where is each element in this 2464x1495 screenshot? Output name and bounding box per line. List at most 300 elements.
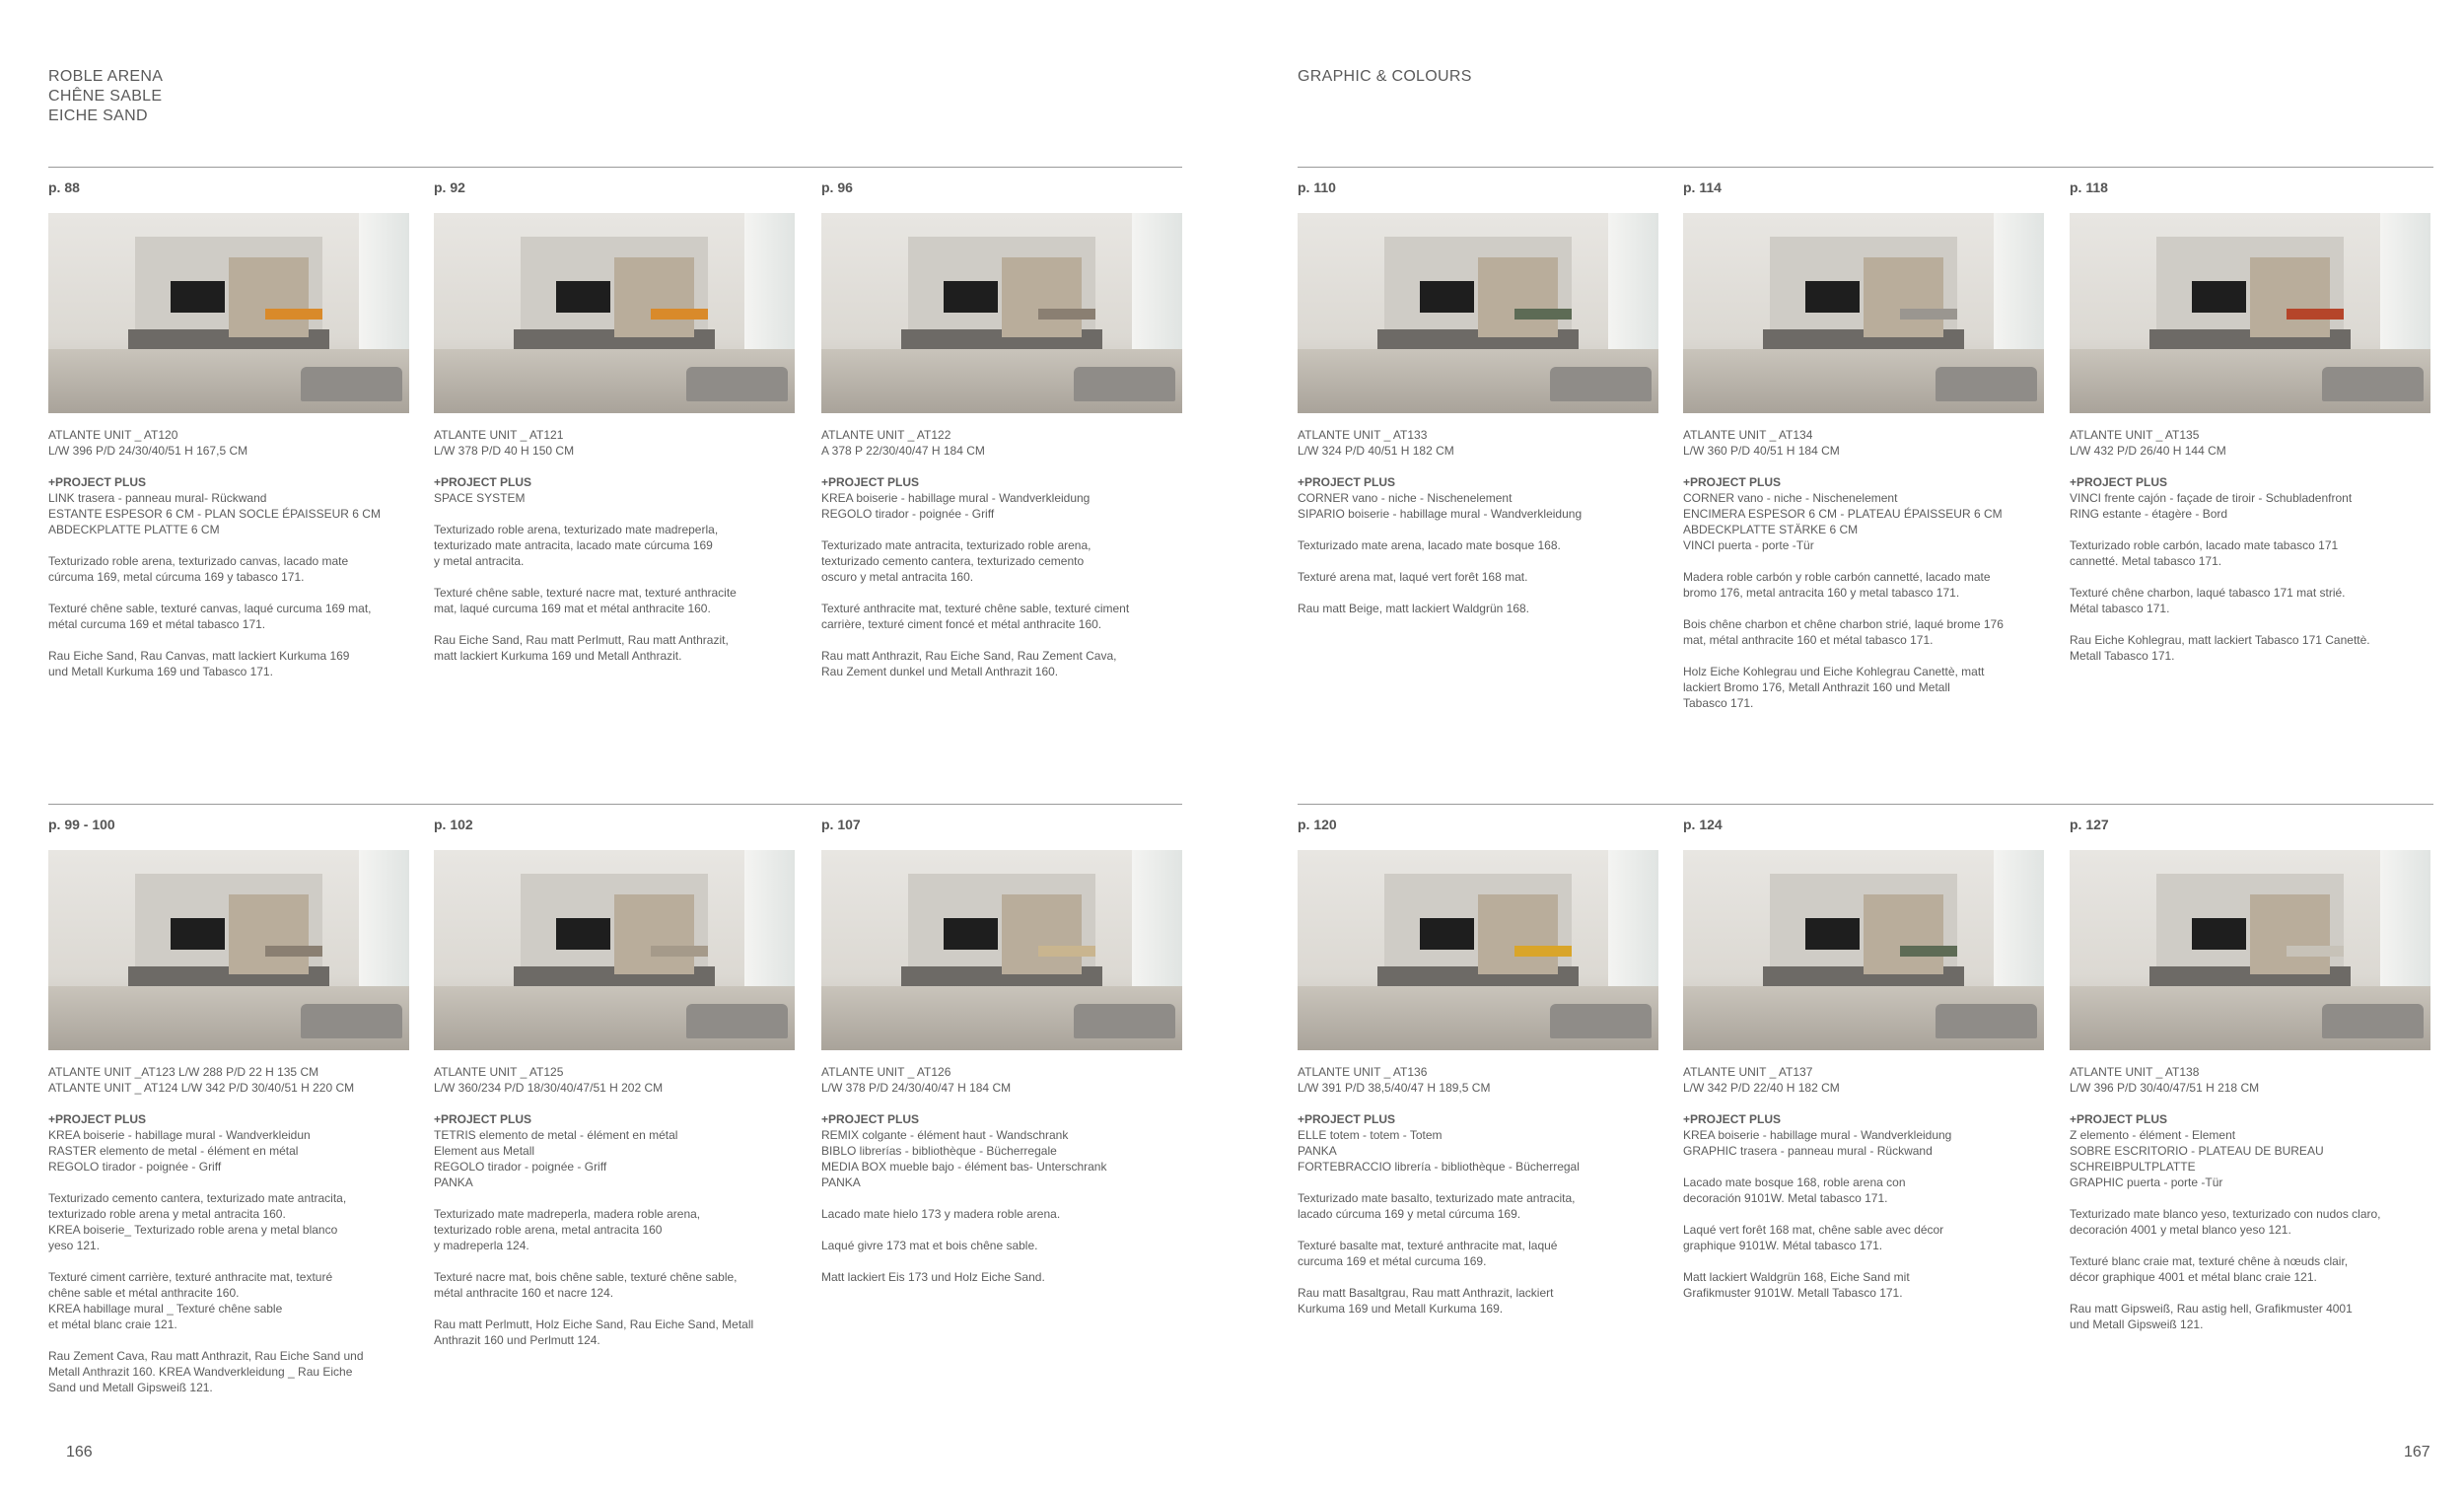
product-photo xyxy=(1298,850,1658,1050)
paragraph-gap xyxy=(434,1301,799,1317)
description-line: Rau Eiche Kohlegrau, matt lackiert Tabasco 171 Canettè. xyxy=(2070,633,2370,647)
product-card xyxy=(48,178,413,679)
photo-accent xyxy=(265,946,323,956)
description-line: ATLANTE UNIT _ AT121 xyxy=(434,428,564,442)
paragraph-gap xyxy=(1298,1175,1662,1190)
photo-unit-b xyxy=(1478,257,1558,337)
photo-tv xyxy=(171,281,225,313)
description-line: Matt lackiert Eis 173 und Holz Eiche Sand. xyxy=(821,1270,1045,1284)
description-line: ABDECKPLATTE PLATTE 6 CM xyxy=(48,523,220,536)
description-line: lacado cúrcuma 169 y metal cúrcuma 169. xyxy=(1298,1207,1521,1221)
photo-tv xyxy=(1805,918,1860,950)
project-plus-heading: +PROJECT PLUS xyxy=(1683,1112,1782,1126)
description-line: Bois chêne charbon et chêne charbon strié, laqué brome 176 xyxy=(1683,617,2004,631)
product-card xyxy=(1298,178,1662,616)
product-photo xyxy=(48,850,409,1050)
product-description xyxy=(1298,1064,1662,1317)
paragraph-gap xyxy=(48,1332,413,1348)
description-line: Texturé nacre mat, bois chêne sable, texturé chêne sable, xyxy=(434,1270,738,1284)
paragraph-gap xyxy=(821,459,1186,474)
page-reference: p. 92 xyxy=(434,179,465,195)
description-line: KREA boiserie - habillage mural - Wandverkleidung xyxy=(821,491,1091,505)
description-line: Texturé arena mat, laqué vert forêt 168 mat. xyxy=(1298,570,1528,584)
paragraph-gap xyxy=(48,1096,413,1111)
description-line: curcuma 169 et métal curcuma 169. xyxy=(1298,1254,1487,1268)
description-line: CORNER vano - niche - Nischenelement xyxy=(1683,491,1898,505)
photo-unit-b xyxy=(229,257,309,337)
photo-window xyxy=(2380,213,2430,353)
photo-accent xyxy=(1514,309,1573,319)
photo-sofa xyxy=(1936,367,2036,401)
description-line: Texturizado mate blanco yeso, texturizado con nudos claro, xyxy=(2070,1207,2381,1221)
description-line: ATLANTE UNIT _ AT136 xyxy=(1298,1065,1428,1079)
photo-unit-b xyxy=(614,257,694,337)
description-line: decoración 9101W. Metal tabasco 171. xyxy=(1683,1191,1888,1205)
description-line: MEDIA BOX mueble bajo - élément bas- Unterschrank xyxy=(821,1160,1107,1174)
photo-sofa xyxy=(301,1004,401,1038)
project-plus-heading: +PROJECT PLUS xyxy=(48,1112,147,1126)
description-line: ATLANTE UNIT _ AT133 xyxy=(1298,428,1428,442)
description-line: ATLANTE UNIT _AT123 L/W 288 P/D 22 H 135 CM xyxy=(48,1065,319,1079)
description-line: KREA boiserie_ Texturizado roble arena y metal blanco xyxy=(48,1223,338,1237)
description-line: Madera roble carbón y roble carbón cannetté, lacado mate xyxy=(1683,570,1991,584)
paragraph-gap xyxy=(48,585,413,601)
page-number-right: 167 xyxy=(2404,1444,2430,1460)
description-line: PANKA xyxy=(821,1175,861,1189)
paragraph-gap xyxy=(1683,459,2048,474)
product-description xyxy=(821,1064,1186,1285)
paragraph-gap xyxy=(1298,522,1662,537)
description-line: ATLANTE UNIT _ AT135 xyxy=(2070,428,2200,442)
description-line: RING estante - étagère - Bord xyxy=(2070,507,2228,521)
photo-window xyxy=(1994,213,2044,353)
description-line: décor graphique 4001 et métal blanc craie 121. xyxy=(2070,1270,2317,1284)
description-line: y metal antracita. xyxy=(434,554,525,568)
paragraph-gap xyxy=(821,585,1186,601)
description-line: carrière, texturé ciment foncé et métal anthracite 160. xyxy=(821,617,1102,631)
project-plus-heading: +PROJECT PLUS xyxy=(1298,475,1396,489)
photo-sofa xyxy=(1074,1004,1174,1038)
product-description xyxy=(434,1064,799,1348)
description-line: L/W 432 P/D 26/40 H 144 CM xyxy=(2070,444,2226,458)
description-line: texturizado cemento cantera, texturizado cemento xyxy=(821,554,1085,568)
paragraph-gap xyxy=(1683,1253,2048,1269)
product-photo xyxy=(1298,213,1658,413)
photo-tv xyxy=(556,918,610,950)
description-line: L/W 396 P/D 30/40/47/51 H 218 CM xyxy=(2070,1081,2260,1095)
product-photo xyxy=(1683,213,2044,413)
product-description xyxy=(821,427,1186,679)
product-photo xyxy=(434,850,795,1050)
page-reference: p. 107 xyxy=(821,817,861,832)
description-line: métal anthracite 160 et nacre 124. xyxy=(434,1286,614,1300)
paragraph-gap xyxy=(2070,1190,2434,1206)
paragraph-gap xyxy=(2070,1096,2434,1111)
paragraph-gap xyxy=(1298,1269,1662,1285)
photo-window xyxy=(359,213,409,353)
product-description xyxy=(2070,427,2434,664)
description-line: REGOLO tirador - poignée - Griff xyxy=(434,1160,607,1174)
description-line: ATLANTE UNIT _ AT122 xyxy=(821,428,951,442)
description-line: L/W 396 P/D 24/30/40/51 H 167,5 CM xyxy=(48,444,248,458)
paragraph-gap xyxy=(2070,1238,2434,1253)
product-description xyxy=(1683,427,2048,711)
description-line: Texturizado cemento cantera, texturizado mate antracita, xyxy=(48,1191,347,1205)
description-line: GRAPHIC trasera - panneau mural - Rückwand xyxy=(1683,1144,1933,1158)
description-line: ABDECKPLATTE STÄRKE 6 CM xyxy=(1683,523,1859,536)
paragraph-gap xyxy=(821,1253,1186,1269)
description-line: Texturizado mate antracita, texturizado roble arena, xyxy=(821,538,1091,552)
description-line: Texturé basalte mat, texturé anthracite mat, laqué xyxy=(1298,1239,1558,1252)
description-line: Lacado mate bosque 168, roble arena con xyxy=(1683,1175,1906,1189)
description-line: Texturé chêne sable, texturé canvas, laqué curcuma 169 mat, xyxy=(48,602,372,615)
description-line: L/W 378 P/D 24/30/40/47 H 184 CM xyxy=(821,1081,1012,1095)
paragraph-gap xyxy=(2070,1285,2434,1301)
description-line: decoración 4001 y metal blanco yeso 121. xyxy=(2070,1223,2291,1237)
description-line: ATLANTE UNIT _ AT125 xyxy=(434,1065,564,1079)
description-line: ATLANTE UNIT _ AT137 xyxy=(1683,1065,1813,1079)
project-plus-heading: +PROJECT PLUS xyxy=(821,475,920,489)
description-line: ATLANTE UNIT _ AT126 xyxy=(821,1065,951,1079)
description-line: Rau Eiche Sand, Rau Canvas, matt lackiert Kurkuma 169 xyxy=(48,649,350,663)
description-line: und Metall Kurkuma 169 und Tabasco 171. xyxy=(48,665,273,678)
paragraph-gap xyxy=(1683,1159,2048,1175)
paragraph-gap xyxy=(434,616,799,632)
paragraph-gap xyxy=(1683,553,2048,569)
product-photo xyxy=(2070,213,2430,413)
description-line: Rau matt Basaltgrau, Rau matt Anthrazit, lackiert xyxy=(1298,1286,1554,1300)
product-card xyxy=(48,815,413,1395)
photo-accent xyxy=(1038,946,1096,956)
photo-unit-b xyxy=(614,894,694,974)
description-line: ELLE totem - totem - Totem xyxy=(1298,1128,1443,1142)
section-divider xyxy=(1298,167,2433,168)
paragraph-gap xyxy=(2070,569,2434,585)
photo-tv xyxy=(1805,281,1860,313)
description-line: Kurkuma 169 und Metall Kurkuma 169. xyxy=(1298,1302,1504,1316)
description-line: bromo 176, metal antracita 160 y metal tabasco 171. xyxy=(1683,586,1960,600)
paragraph-gap xyxy=(48,1175,413,1190)
photo-unit-b xyxy=(1864,257,1943,337)
description-line: Holz Eiche Kohlegrau und Eiche Kohlegrau Canettè, matt xyxy=(1683,665,1985,678)
description-line: FORTEBRACCIO librería - bibliothèque - Bücherregal xyxy=(1298,1160,1580,1174)
description-line: Texturé anthracite mat, texturé chêne sable, texturé ciment xyxy=(821,602,1130,615)
project-plus-heading: +PROJECT PLUS xyxy=(434,475,532,489)
paragraph-gap xyxy=(821,632,1186,648)
photo-tv xyxy=(556,281,610,313)
description-line: SCHREIBPULTPLATTE xyxy=(2070,1160,2196,1174)
photo-sofa xyxy=(301,367,401,401)
photo-sofa xyxy=(2322,367,2423,401)
description-line: Texturizado roble arena, texturizado canvas, lacado mate xyxy=(48,554,349,568)
description-line: CORNER vano - niche - Nischenelement xyxy=(1298,491,1513,505)
description-line: REMIX colgante - élément haut - Wandschrank xyxy=(821,1128,1069,1142)
section-divider xyxy=(48,804,1182,805)
description-line: SPACE SYSTEM xyxy=(434,491,526,505)
product-description xyxy=(48,1064,413,1395)
photo-tv xyxy=(1420,281,1474,313)
photo-sofa xyxy=(1074,367,1174,401)
description-line: chêne sable et métal anthracite 160. xyxy=(48,1286,240,1300)
product-photo xyxy=(821,850,1182,1050)
description-line: Metall Anthrazit 160. KREA Wandverkleidung _ Rau Eiche xyxy=(48,1365,353,1379)
photo-sofa xyxy=(686,367,787,401)
photo-window xyxy=(1132,213,1182,353)
photo-accent xyxy=(651,309,709,319)
page-reference: p. 114 xyxy=(1683,179,1722,195)
paragraph-gap xyxy=(1683,1096,2048,1111)
page-reference: p. 110 xyxy=(1298,179,1336,195)
paragraph-gap xyxy=(434,1190,799,1206)
paragraph-gap xyxy=(434,1253,799,1269)
description-line: L/W 360 P/D 40/51 H 184 CM xyxy=(1683,444,1840,458)
description-line: oscuro y metal antracita 160. xyxy=(821,570,974,584)
description-line: ESTANTE ESPESOR 6 CM - PLAN SOCLE ÉPAISSEUR 6 CM xyxy=(48,507,381,521)
description-line: KREA habillage mural _ Texturé chêne sable xyxy=(48,1302,283,1316)
project-plus-heading: +PROJECT PLUS xyxy=(1683,475,1782,489)
description-line: Rau matt Gipsweiß, Rau astig hell, Grafikmuster 4001 xyxy=(2070,1302,2353,1316)
photo-window xyxy=(359,850,409,990)
description-line: Matt lackiert Waldgrün 168, Eiche Sand mit xyxy=(1683,1270,1910,1284)
page-reference: p. 96 xyxy=(821,179,853,195)
paragraph-gap xyxy=(821,1096,1186,1111)
photo-accent xyxy=(1900,946,1958,956)
photo-unit-b xyxy=(1002,257,1082,337)
description-line: ATLANTE UNIT _ AT138 xyxy=(2070,1065,2200,1079)
photo-sofa xyxy=(1550,367,1651,401)
paragraph-gap xyxy=(1298,553,1662,569)
right-page-title xyxy=(1298,67,1472,87)
photo-accent xyxy=(265,309,323,319)
photo-unit-b xyxy=(229,894,309,974)
photo-unit-b xyxy=(2250,894,2330,974)
description-line: texturizado roble arena y metal antracita 160. xyxy=(48,1207,286,1221)
product-card xyxy=(1683,178,2048,711)
photo-tv xyxy=(944,281,998,313)
photo-window xyxy=(744,213,795,353)
paragraph-gap xyxy=(2070,616,2434,632)
description-line: Texturizado roble carbón, lacado mate tabasco 171 xyxy=(2070,538,2339,552)
description-line: L/W 324 P/D 40/51 H 182 CM xyxy=(1298,444,1454,458)
photo-tv xyxy=(2192,281,2246,313)
paragraph-gap xyxy=(1298,1222,1662,1238)
paragraph-gap xyxy=(1683,648,2048,664)
page-reference: p. 127 xyxy=(2070,817,2109,832)
photo-tv xyxy=(171,918,225,950)
description-line: ENCIMERA ESPESOR 6 CM - PLATEAU ÉPAISSEUR 6 CM xyxy=(1683,507,2003,521)
description-line: A 378 P 22/30/40/47 H 184 CM xyxy=(821,444,985,458)
paragraph-gap xyxy=(1683,601,2048,616)
description-line: SIPARIO boiserie - habillage mural - Wandverkleidung xyxy=(1298,507,1583,521)
paragraph-gap xyxy=(2070,459,2434,474)
photo-tv xyxy=(1420,918,1474,950)
description-line: L/W 391 P/D 38,5/40/47 H 189,5 CM xyxy=(1298,1081,1491,1095)
description-line: Rau Zement Cava, Rau matt Anthrazit, Rau Eiche Sand und xyxy=(48,1349,364,1363)
description-line: KREA boiserie - habillage mural - Wandverkleidun xyxy=(48,1128,311,1142)
description-line: ATLANTE UNIT _ AT134 xyxy=(1683,428,1813,442)
description-line: TETRIS elemento de metal - élément en métal xyxy=(434,1128,678,1142)
description-line: L/W 342 P/D 22/40 H 182 CM xyxy=(1683,1081,1840,1095)
photo-tv xyxy=(2192,918,2246,950)
description-line: VINCI puerta - porte -Tür xyxy=(1683,538,1814,552)
product-card xyxy=(2070,815,2434,1332)
description-line: Element aus Metall xyxy=(434,1144,535,1158)
product-card xyxy=(1683,815,2048,1301)
paragraph-gap xyxy=(48,632,413,648)
description-line: GRAPHIC puerta - porte -Tür xyxy=(2070,1175,2223,1189)
description-line: Laqué vert forêt 168 mat, chêne sable avec décor xyxy=(1683,1223,1944,1237)
description-line: ATLANTE UNIT _ AT120 xyxy=(48,428,178,442)
description-line: Texturizado mate madreperla, madera roble arena, xyxy=(434,1207,701,1221)
product-description xyxy=(434,427,799,664)
paragraph-gap xyxy=(821,522,1186,537)
product-description xyxy=(48,427,413,679)
paragraph-gap xyxy=(821,1222,1186,1238)
paragraph-gap xyxy=(434,506,799,522)
description-line: Texturé chêne charbon, laqué tabasco 171 mat strié. xyxy=(2070,586,2346,600)
page-reference: p. 102 xyxy=(434,817,473,832)
description-line: KREA boiserie - habillage mural - Wandverkleidung xyxy=(1683,1128,1952,1142)
photo-window xyxy=(1608,850,1658,990)
description-line: cannetté. Metal tabasco 171. xyxy=(2070,554,2222,568)
product-photo xyxy=(1683,850,2044,1050)
description-line: Rau Zement dunkel und Metall Anthrazit 160. xyxy=(821,665,1059,678)
paragraph-gap xyxy=(434,1096,799,1111)
title-line: EICHE SAND xyxy=(48,107,148,124)
description-line: L/W 378 P/D 40 H 150 CM xyxy=(434,444,575,458)
description-line: Texturizado mate basalto, texturizado mate antracita, xyxy=(1298,1191,1576,1205)
description-line: Metall Tabasco 171. xyxy=(2070,649,2175,663)
product-card xyxy=(821,815,1186,1285)
product-description xyxy=(1298,427,1662,616)
project-plus-heading: +PROJECT PLUS xyxy=(2070,1112,2168,1126)
title-line: GRAPHIC & COLOURS xyxy=(1298,68,1472,85)
product-card xyxy=(1298,815,1662,1317)
photo-accent xyxy=(2287,309,2345,319)
project-plus-heading: +PROJECT PLUS xyxy=(1298,1112,1396,1126)
photo-window xyxy=(1994,850,2044,990)
description-line: Lacado mate hielo 173 y madera roble arena. xyxy=(821,1207,1061,1221)
description-line: REGOLO tirador - poignée - Griff xyxy=(821,507,995,521)
title-line: ROBLE ARENA xyxy=(48,68,164,85)
photo-unit-b xyxy=(1864,894,1943,974)
description-line: Métal tabasco 171. xyxy=(2070,602,2170,615)
paragraph-gap xyxy=(821,1190,1186,1206)
page-reference: p. 124 xyxy=(1683,817,1723,832)
description-line: BIBLO librerías - bibliothèque - Bücherregale xyxy=(821,1144,1057,1158)
photo-accent xyxy=(1038,309,1096,319)
description-line: lackiert Bromo 176, Metall Anthrazit 160 und Metall xyxy=(1683,680,1950,694)
description-line: VINCI frente cajón - façade de tiroir - Schubladenfront xyxy=(2070,491,2353,505)
paragraph-gap xyxy=(1298,585,1662,601)
page-reference: p. 120 xyxy=(1298,817,1337,832)
description-line: Grafikmuster 9101W. Metall Tabasco 171. xyxy=(1683,1286,1903,1300)
photo-unit-b xyxy=(1002,894,1082,974)
description-line: Texturé blanc craie mat, texturé chêne à nœuds clair, xyxy=(2070,1254,2349,1268)
description-line: texturizado mate antracita, lacado mate cúrcuma 169 xyxy=(434,538,713,552)
title-line: CHÊNE SABLE xyxy=(48,88,163,105)
project-plus-heading: +PROJECT PLUS xyxy=(2070,475,2168,489)
product-card xyxy=(2070,178,2434,664)
product-photo xyxy=(2070,850,2430,1050)
page-number-left: 166 xyxy=(66,1444,93,1460)
page-reference: p. 88 xyxy=(48,179,80,195)
description-line: cúrcuma 169, metal cúrcuma 169 y tabasco 171. xyxy=(48,570,305,584)
description-line: und Metall Gipsweiß 121. xyxy=(2070,1317,2204,1331)
description-line: graphique 9101W. Métal tabasco 171. xyxy=(1683,1239,1883,1252)
description-line: Rau matt Beige, matt lackiert Waldgrün 168. xyxy=(1298,602,1529,615)
description-line: Texturé ciment carrière, texturé anthracite mat, texturé xyxy=(48,1270,333,1284)
description-line: Laqué givre 173 mat et bois chêne sable. xyxy=(821,1239,1038,1252)
photo-accent xyxy=(2287,946,2345,956)
product-photo xyxy=(434,213,795,413)
description-line: LINK trasera - panneau mural- Rückwand xyxy=(48,491,267,505)
product-description xyxy=(2070,1064,2434,1332)
photo-window xyxy=(1608,213,1658,353)
photo-unit-b xyxy=(1478,894,1558,974)
description-line: mat, métal anthracite 160 et métal tabasco 171. xyxy=(1683,633,1934,647)
photo-sofa xyxy=(1550,1004,1651,1038)
description-line: Sand und Metall Gipsweiß 121. xyxy=(48,1381,213,1394)
description-line: REGOLO tirador - poignée - Griff xyxy=(48,1160,222,1174)
project-plus-heading: +PROJECT PLUS xyxy=(48,475,147,489)
paragraph-gap xyxy=(48,459,413,474)
section-divider xyxy=(1298,804,2433,805)
description-line: métal curcuma 169 et métal tabasco 171. xyxy=(48,617,266,631)
description-line: PANKA xyxy=(1298,1144,1337,1158)
section-divider xyxy=(48,167,1182,168)
description-line: RASTER elemento de metal - élément en métal xyxy=(48,1144,299,1158)
product-photo xyxy=(821,213,1182,413)
paragraph-gap xyxy=(1683,1206,2048,1222)
description-line: matt lackiert Kurkuma 169 und Metall Anthrazit. xyxy=(434,649,682,663)
product-card xyxy=(821,178,1186,679)
description-line: PANKA xyxy=(434,1175,473,1189)
photo-accent xyxy=(1514,946,1573,956)
project-plus-heading: +PROJECT PLUS xyxy=(434,1112,532,1126)
description-line: SOBRE ESCRITORIO - PLATEAU DE BUREAU xyxy=(2070,1144,2324,1158)
product-card xyxy=(434,815,799,1348)
paragraph-gap xyxy=(1298,1096,1662,1111)
photo-window xyxy=(744,850,795,990)
photo-window xyxy=(2380,850,2430,990)
description-line: ATLANTE UNIT _ AT124 L/W 342 P/D 30/40/51 H 220 CM xyxy=(48,1081,355,1095)
paragraph-gap xyxy=(1298,459,1662,474)
photo-unit-b xyxy=(2250,257,2330,337)
photo-sofa xyxy=(686,1004,787,1038)
product-card xyxy=(434,178,799,664)
paragraph-gap xyxy=(48,537,413,553)
photo-window xyxy=(1132,850,1182,990)
product-photo xyxy=(48,213,409,413)
paragraph-gap xyxy=(434,569,799,585)
description-line: Texturizado roble arena, texturizado mate madreperla, xyxy=(434,523,719,536)
paragraph-gap xyxy=(2070,522,2434,537)
description-line: L/W 360/234 P/D 18/30/40/47/51 H 202 CM xyxy=(434,1081,664,1095)
paragraph-gap xyxy=(434,459,799,474)
description-line: Rau Eiche Sand, Rau matt Perlmutt, Rau matt Anthrazit, xyxy=(434,633,729,647)
photo-sofa xyxy=(2322,1004,2423,1038)
photo-tv xyxy=(944,918,998,950)
description-line: Rau matt Perlmutt, Holz Eiche Sand, Rau Eiche Sand, Metall xyxy=(434,1317,754,1331)
description-line: y madreperla 124. xyxy=(434,1239,529,1252)
description-line: texturizado roble arena, metal antracita 160 xyxy=(434,1223,663,1237)
description-line: et métal blanc craie 121. xyxy=(48,1317,177,1331)
page-reference: p. 118 xyxy=(2070,179,2108,195)
description-line: Z elemento - élément - Element xyxy=(2070,1128,2236,1142)
description-line: Anthrazit 160 und Perlmutt 124. xyxy=(434,1333,600,1347)
project-plus-heading: +PROJECT PLUS xyxy=(821,1112,920,1126)
